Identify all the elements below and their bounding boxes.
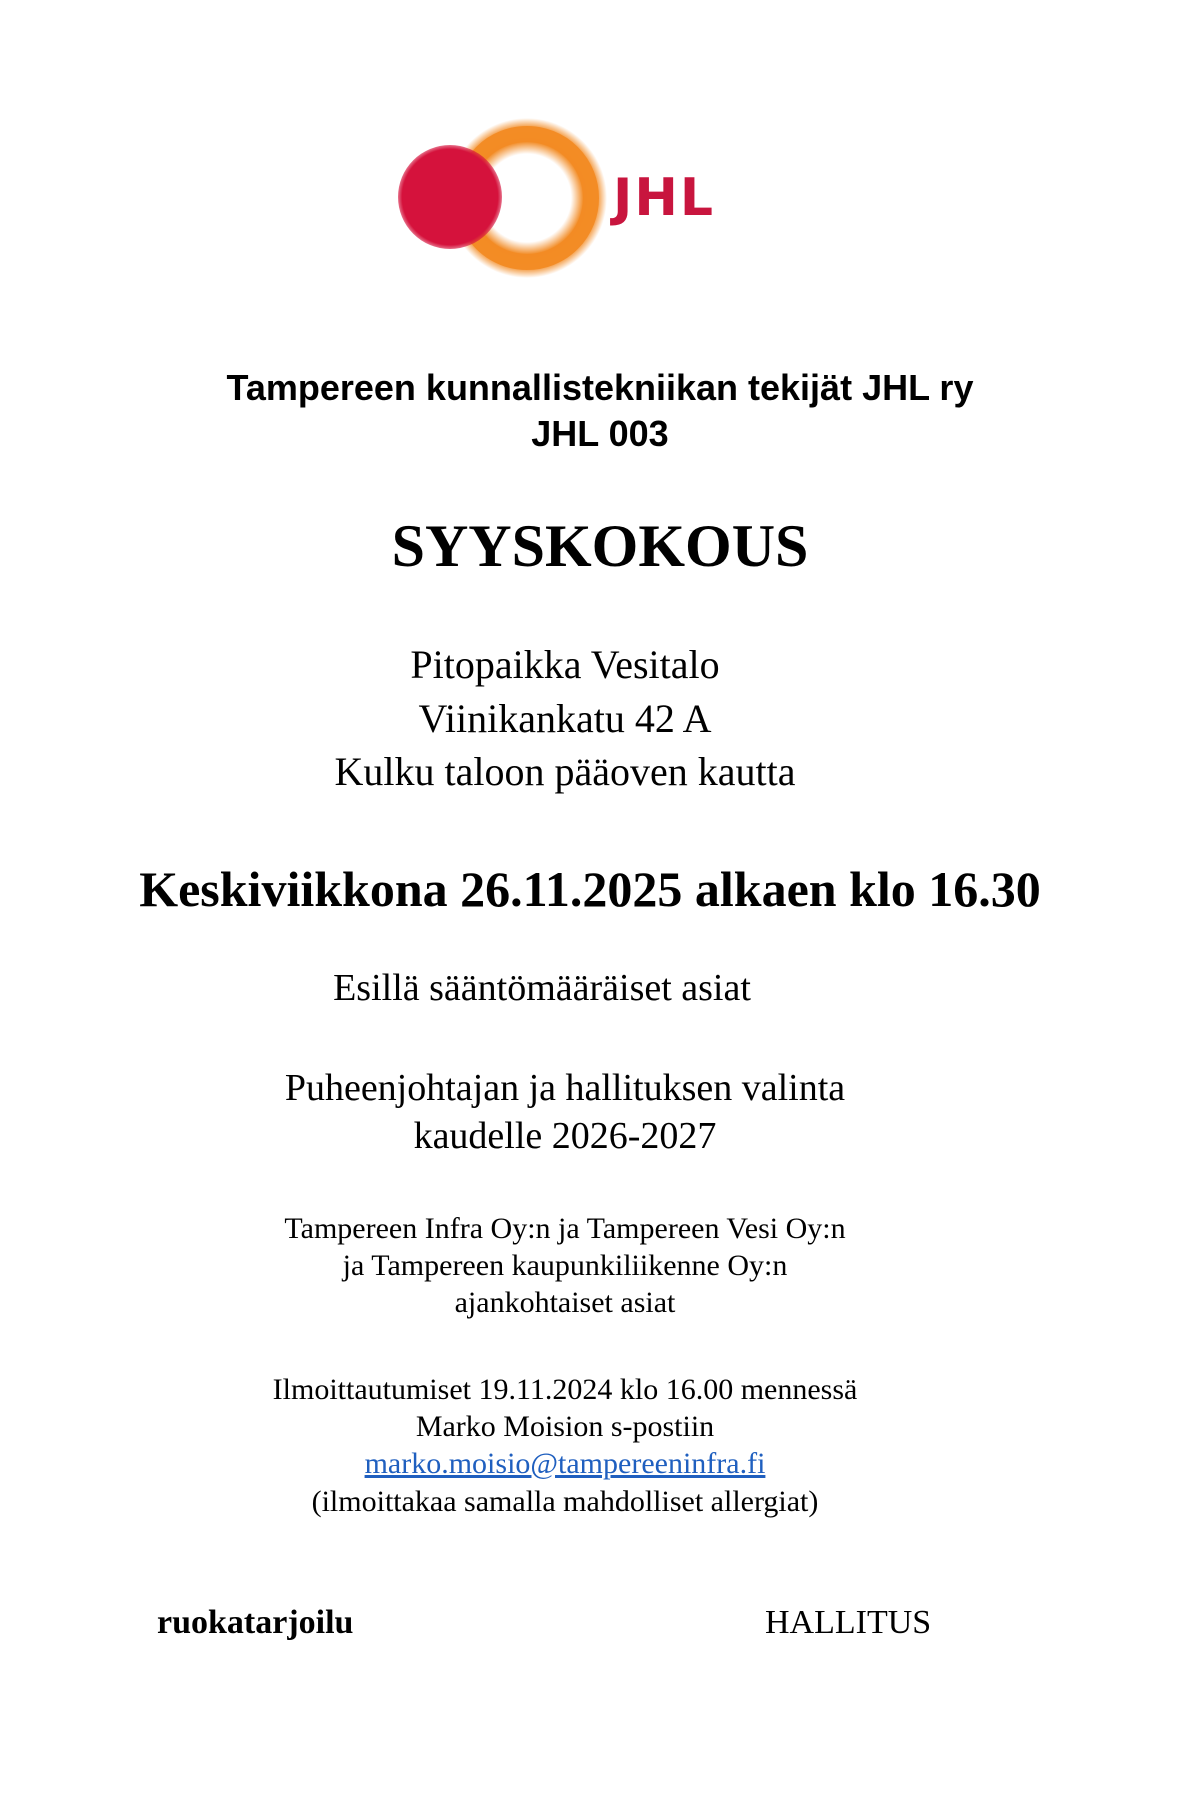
jhl-wordmark: JHL: [613, 168, 716, 228]
jhl-logo-graphic: [395, 118, 735, 288]
org-name: Tampereen kunnallistekniikan tekijät JHL ry: [226, 367, 974, 408]
agenda-item-2-line-1: Puheenjohtajan ja hallituksen valinta: [284, 1067, 846, 1109]
companies-line-2: ja Tampereen kaupunkiliikenne Oy:n: [342, 1249, 788, 1282]
agenda-item-2-line-2: kaudelle 2026-2027: [413, 1115, 717, 1157]
registration-allergy-note: (ilmoittakaa samalla mahdolliset allergiat): [311, 1485, 819, 1518]
org-code: JHL 003: [531, 413, 669, 454]
companies-line-1: Tampereen Infra Oy:n ja Tampereen Vesi Oy:n: [284, 1212, 846, 1245]
registration-contact: Marko Moision s-postiin: [415, 1410, 715, 1443]
meeting-datetime: Keskiviikkona 26.11.2025 alkaen klo 16.30: [139, 861, 1041, 917]
red-dot: [398, 145, 502, 249]
agenda-item-1: Esillä sääntömääräiset asiat: [333, 967, 751, 1009]
page-title: SYYSKOKOUS: [391, 513, 809, 579]
email-link[interactable]: marko.moisio@tampereeninfra.fi: [364, 1447, 766, 1480]
catering-note: ruokatarjoilu: [157, 1604, 354, 1641]
venue-line-3: Kulku taloon pääoven kautta: [334, 749, 796, 794]
signature-board: HALLITUS: [765, 1604, 932, 1641]
registration-deadline: Ilmoittautumiset 19.11.2024 klo 16.00 mennessä: [272, 1373, 858, 1406]
venue-line-1: Pitopaikka Vesitalo: [410, 642, 720, 687]
companies-line-3: ajankohtaiset asiat: [454, 1286, 676, 1319]
registration-email-line: [0, 1445, 1165, 1483]
jhl-logo: [395, 118, 735, 288]
venue-line-2: Viinikankatu 42 A: [418, 696, 712, 741]
